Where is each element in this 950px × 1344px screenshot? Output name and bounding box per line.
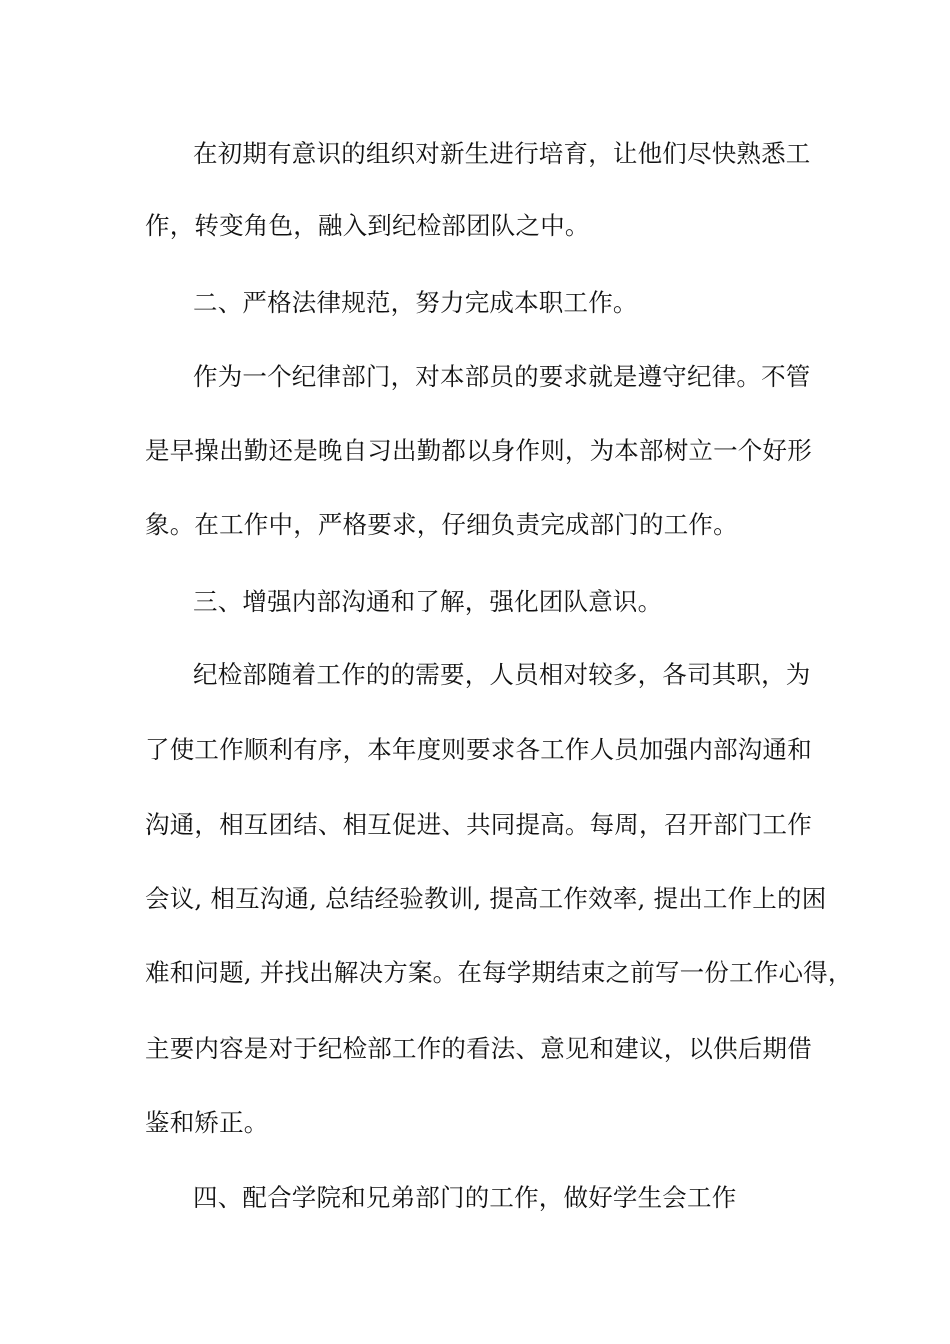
paragraph-line: 作为一个纪律部门，对本部员的要求就是遵守纪律。不管: [193, 362, 811, 391]
paragraph-line: 作，转变角色，融入到纪检部团队之中。: [145, 211, 590, 240]
section-heading: 三、增强内部沟通和了解，强化团队意识。: [193, 587, 663, 616]
paragraph-line: 是早操出勤还是晚自习出勤都以身作则，为本部树立一个好形: [145, 436, 812, 465]
paragraph-line: 主要内容是对于纪检部工作的看法、意见和建议，以供后期借: [145, 1034, 812, 1063]
paragraph-line: 会议, 相互沟通, 总结经验教训, 提高工作效率, 提出工作上的困: [145, 884, 827, 913]
paragraph-line: 鉴和矫正。: [145, 1108, 269, 1137]
paragraph-line: 在初期有意识的组织对新生进行培育，让他们尽快熟悉工: [193, 139, 811, 168]
paragraph-line: 了使工作顺利有序，本年度则要求各工作人员加强内部沟通和: [145, 735, 812, 764]
paragraph-line: 难和问题, 并找出解决方案。在每学期结束之前写一份工作心得，: [145, 958, 853, 987]
section-heading: 二、严格法律规范，努力完成本职工作。: [193, 288, 638, 317]
paragraph-line: 象。在工作中，严格要求，仔细负责完成部门的工作。: [145, 510, 738, 539]
section-heading: 四、配合学院和兄弟部门的工作，做好学生会工作: [193, 1183, 737, 1212]
paragraph-line: 沟通，相互团结、相互促进、共同提高。每周，召开部门工作: [145, 810, 812, 839]
paragraph-line: 纪检部随着工作的的需要，人员相对较多，各司其职，为: [193, 660, 811, 689]
